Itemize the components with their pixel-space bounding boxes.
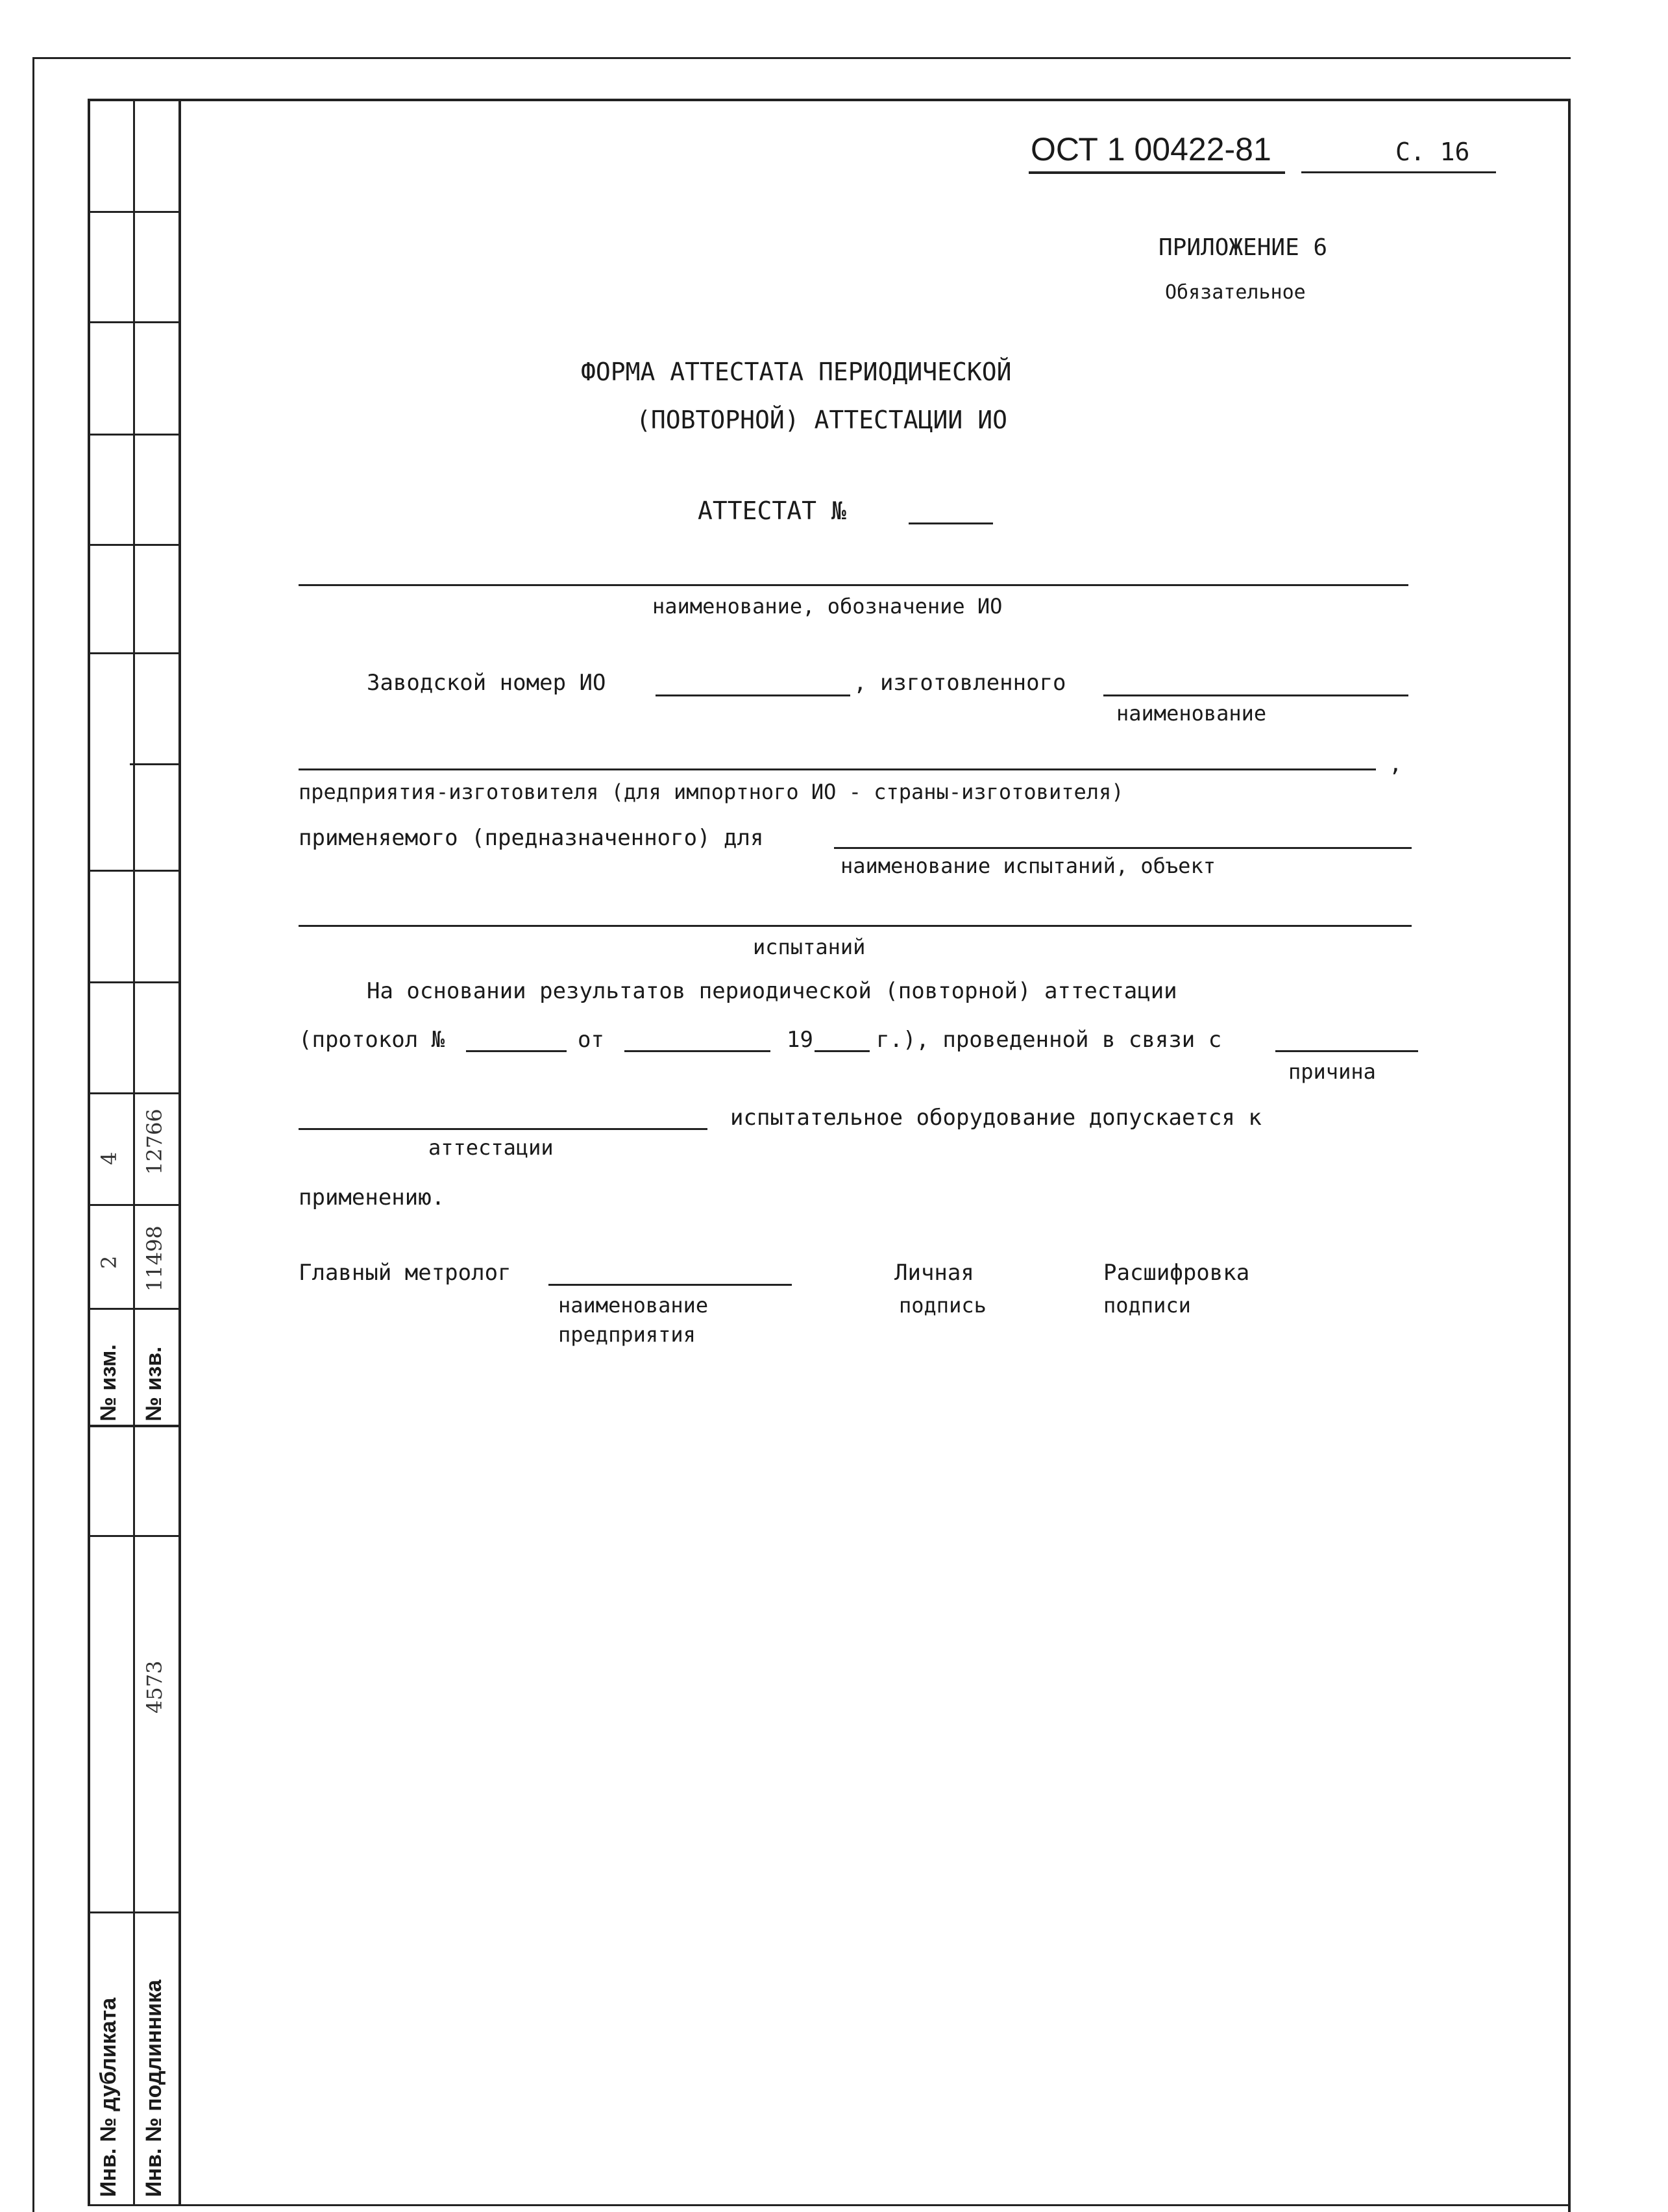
- personal-caption-line2: подпись: [899, 1293, 987, 1318]
- appendix-status: Обязательное: [1165, 281, 1306, 304]
- change-value: 2: [97, 1255, 121, 1269]
- margin-divider: [88, 1204, 181, 1206]
- io-name-blank[interactable]: [299, 584, 1408, 586]
- margin-middle-line: [133, 99, 135, 2206]
- margin-divider: [130, 763, 181, 765]
- notice-value: 11498: [142, 1225, 167, 1292]
- org-caption-line1: наименование: [558, 1293, 709, 1318]
- manufacturer-caption: наименование: [1116, 701, 1267, 726]
- test-object-blank[interactable]: [299, 925, 1412, 927]
- attestat-label: АТТЕСТАТ №: [698, 497, 846, 525]
- notice-value: 12766: [142, 1109, 167, 1175]
- form-title-line2: (ПОВТОРНОЙ) АТТЕСТАЦИИ ИО: [636, 406, 1007, 434]
- margin-divider: [88, 544, 181, 546]
- standard-code: ОСТ 1 00422-81: [1031, 131, 1271, 167]
- protocol-close: г.), проведенной в связи с: [876, 1027, 1222, 1053]
- frame-bottom-border: [88, 2204, 1571, 2206]
- purpose-caption: наименование испытаний, объект: [840, 854, 1216, 878]
- personal-caption-line1: Личная: [894, 1260, 974, 1286]
- protocol-year-blank[interactable]: [815, 1050, 870, 1052]
- header-underline: [1301, 171, 1496, 173]
- margin-inner-line: [178, 99, 181, 2206]
- margin-divider: [88, 1308, 181, 1310]
- sheet-top-border: [32, 57, 1571, 59]
- margin-divider: [88, 652, 181, 654]
- protocol-year: 19: [787, 1027, 813, 1053]
- chief-metrologist-label: Главный метролог: [299, 1260, 511, 1286]
- margin-divider: [88, 1092, 181, 1094]
- appendix-title: ПРИЛОЖЕНИЕ 6: [1159, 234, 1328, 261]
- reason-caption: причина: [1288, 1059, 1376, 1084]
- margin-divider: [88, 870, 181, 872]
- purpose-label: применяемого (предназначенного) для: [299, 825, 764, 851]
- header-underline: [1029, 171, 1285, 174]
- purpose-blank[interactable]: [834, 847, 1412, 849]
- original-inventory-value: 4573: [142, 1660, 167, 1714]
- protocol-date-blank[interactable]: [624, 1050, 770, 1052]
- form-title-line1: ФОРМА АТТЕСТАТА ПЕРИОДИЧЕСКОЙ: [581, 358, 1012, 386]
- attestation-blank[interactable]: [299, 1128, 707, 1130]
- duplicate-inventory-label: Инв. № дубликата: [96, 1997, 121, 2197]
- original-inventory-label: Инв. № подлинника: [141, 1980, 166, 2197]
- io-name-caption: наименование, обозначение ИО: [652, 594, 1003, 619]
- protocol-from: от: [578, 1027, 604, 1053]
- margin-divider: [88, 1911, 181, 1913]
- margin-divider: [88, 321, 181, 323]
- serial-label: Заводской номер ИО: [367, 670, 606, 696]
- protocol-number-blank[interactable]: [466, 1050, 567, 1052]
- page-number: С. 16: [1395, 138, 1470, 166]
- margin-divider: [88, 211, 181, 213]
- reason-blank[interactable]: [1275, 1050, 1418, 1052]
- manufacturer-blank[interactable]: [1103, 694, 1408, 696]
- margin-divider: [88, 1425, 181, 1427]
- margin-divider: [88, 1535, 181, 1537]
- margin-divider: [88, 434, 181, 436]
- margin-divider: [88, 981, 181, 983]
- frame-top-border: [88, 99, 1571, 101]
- manufactured-label: , изготовленного: [853, 670, 1066, 696]
- frame-right-border: [1568, 99, 1571, 2212]
- comma: ,: [1389, 751, 1403, 777]
- allowed-text: испытательное оборудование допускается к: [730, 1105, 1262, 1131]
- change-number-label: № изм.: [96, 1344, 121, 1421]
- protocol-open: (протокол №: [299, 1027, 445, 1053]
- change-value: 4: [97, 1151, 121, 1165]
- notice-number-label: № изв.: [141, 1346, 166, 1421]
- tests-caption: испытаний: [753, 935, 866, 959]
- decode-caption-line1: Расшифровка: [1103, 1260, 1250, 1286]
- margin-outer-line: [88, 99, 90, 2206]
- org-caption-line2: предприятия: [558, 1322, 696, 1347]
- application-text: применению.: [299, 1185, 445, 1210]
- manufacturer-continuation-blank[interactable]: [299, 768, 1376, 770]
- decode-caption-line2: подписи: [1103, 1293, 1191, 1318]
- attestat-number-blank[interactable]: [909, 522, 993, 524]
- chief-metrologist-blank[interactable]: [548, 1284, 792, 1286]
- serial-number-blank[interactable]: [656, 694, 850, 696]
- sheet-left-border: [32, 57, 34, 2212]
- manufacturer-country-caption: предприятия-изготовителя (для импортного ИО - страны-изготовителя): [299, 780, 1124, 804]
- basis-text: На основании результатов периодической (повторной) аттестации: [367, 978, 1177, 1004]
- attestation-caption: аттестации: [428, 1135, 554, 1160]
